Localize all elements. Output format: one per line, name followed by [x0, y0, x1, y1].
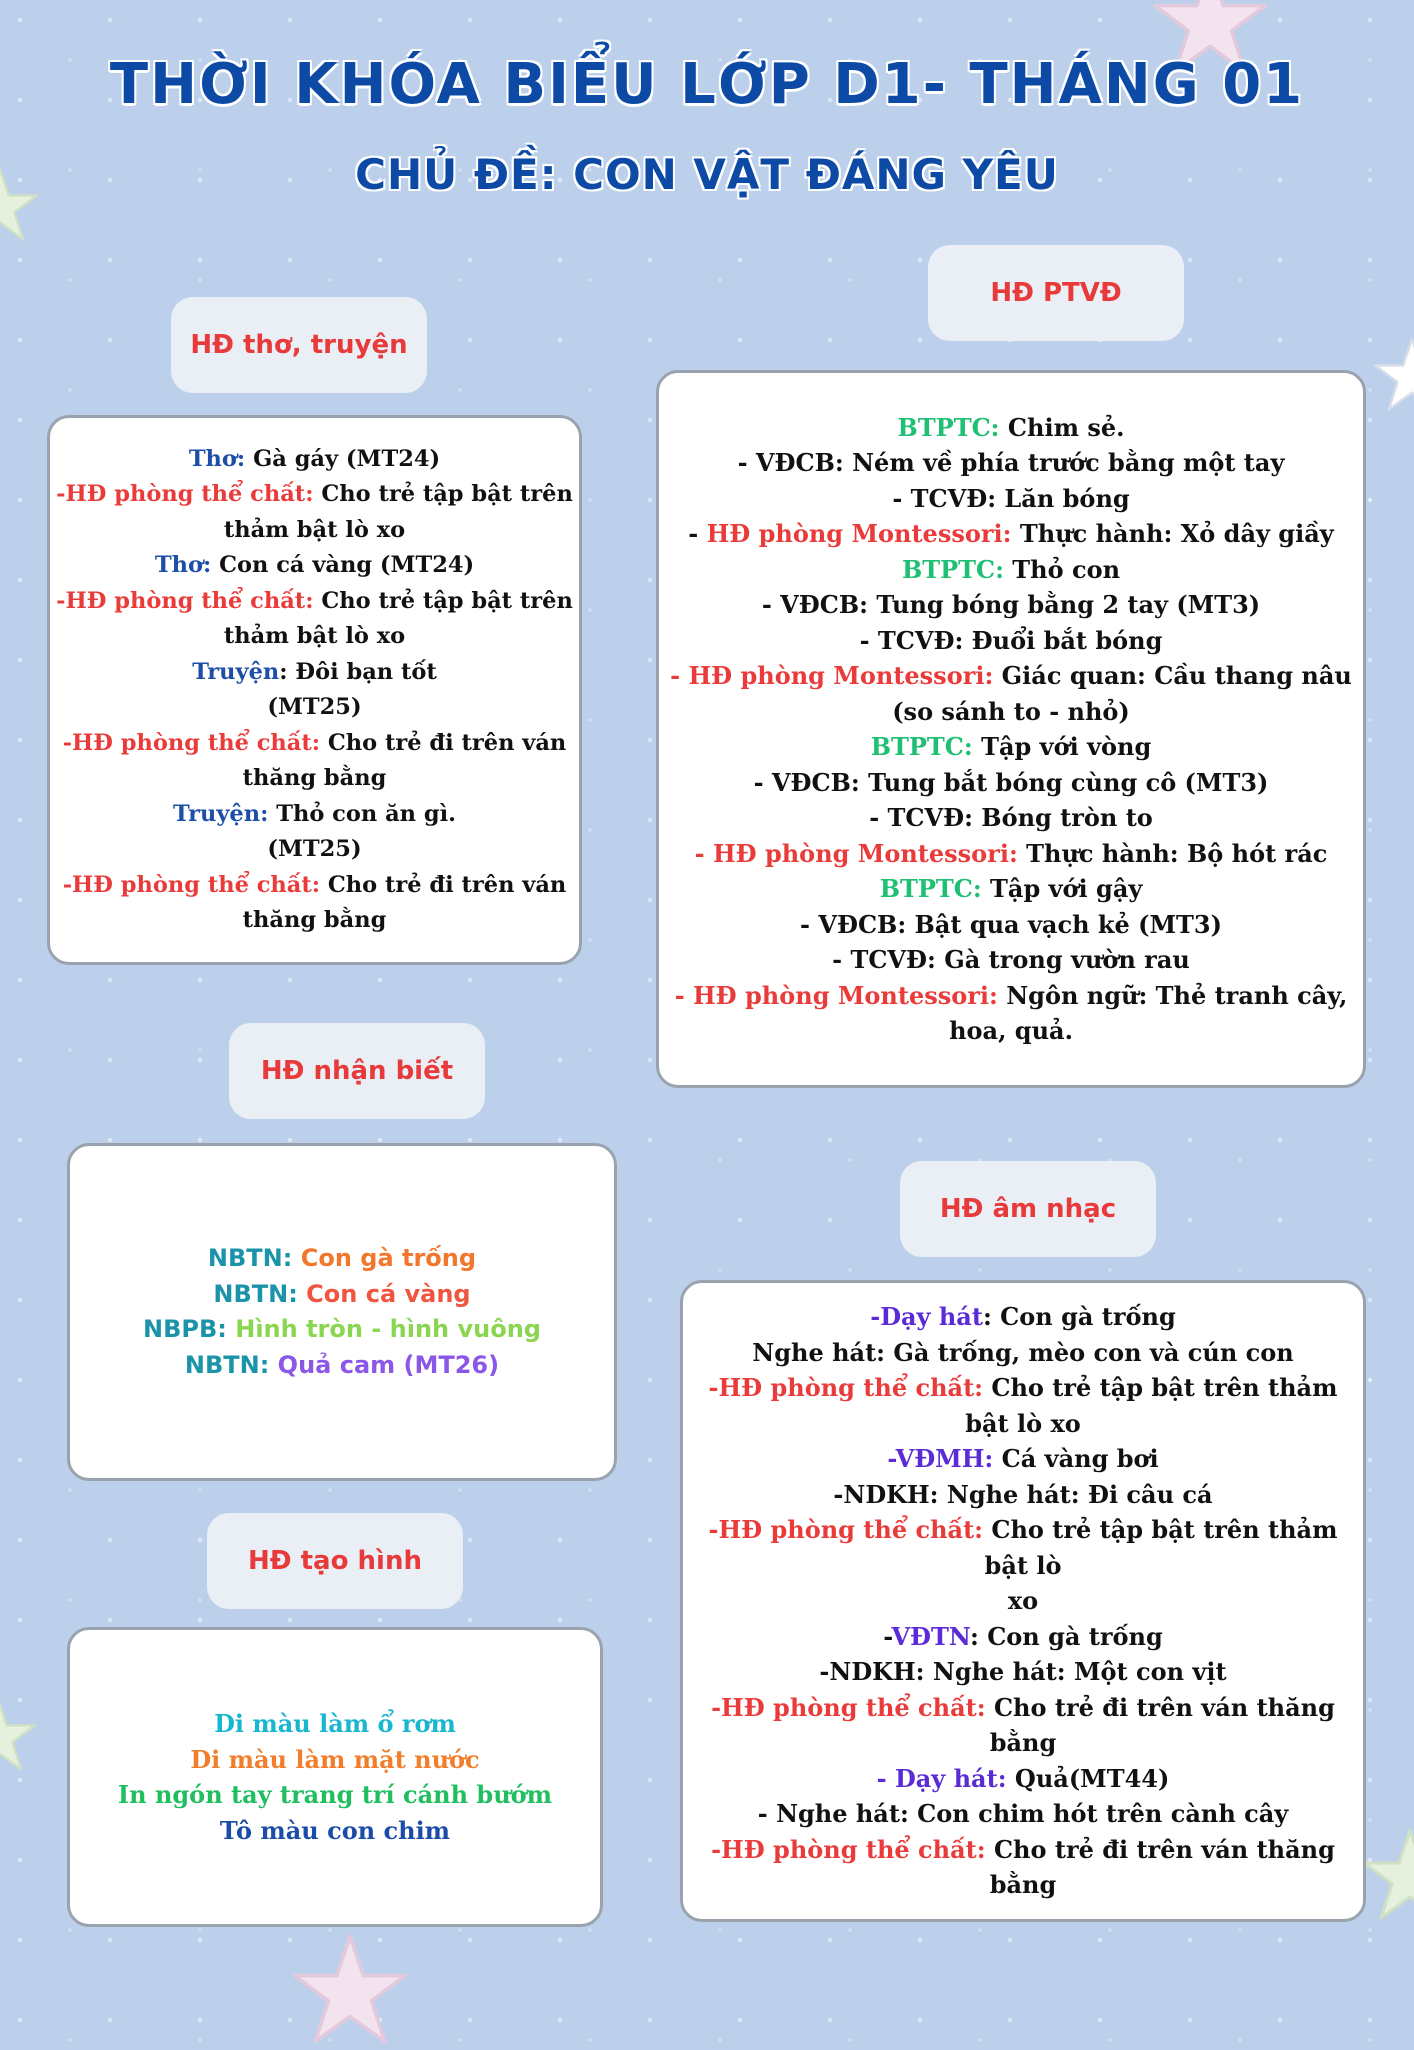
line-text: Cho trẻ tập bật trên thảm bật lò — [983, 1515, 1338, 1580]
activity-line — [659, 481, 1363, 517]
nhan-biet-item — [70, 1312, 614, 1348]
line-text: - VĐCB: Ném về phía trước bằng một tay — [737, 448, 1285, 477]
activity-line — [659, 587, 1363, 623]
activity-line — [659, 942, 1363, 978]
line-label: -HĐ phòng thể chất: — [56, 587, 314, 614]
activity-line — [683, 1406, 1363, 1442]
line-text: Cá vàng bơi — [993, 1444, 1159, 1474]
activity-line — [683, 1761, 1363, 1797]
activity-line — [50, 442, 579, 478]
line-text: (MT25) — [267, 836, 362, 862]
nhan-biet-item — [70, 1277, 614, 1313]
line-label: -VĐMH: — [887, 1444, 994, 1474]
activity-line — [50, 513, 579, 549]
activity-line — [683, 1512, 1363, 1583]
line-label: Thơ: — [154, 552, 212, 578]
line-label: -HĐ phòng thể chất: — [708, 1515, 984, 1545]
activity-line — [50, 797, 579, 833]
line-text: Cho trẻ đi trên ván — [320, 729, 567, 756]
line-text: Thực hành: Bộ hót rác — [1017, 838, 1328, 868]
line-text: Chim sẻ. — [999, 412, 1125, 442]
ptvd-card — [656, 370, 1366, 1088]
line-text: : Đôi bạn tốt — [279, 658, 437, 685]
item-code: NBTN: — [213, 1279, 298, 1308]
line-text: Cho trẻ tập bật trên — [313, 587, 573, 614]
activity-line — [50, 584, 579, 620]
tao-hinh-item: In ngón tay trang trí cánh bướm — [117, 1780, 553, 1809]
line-text: thăng bằng — [242, 907, 387, 933]
line-label: - Dạy hát: — [876, 1763, 1007, 1793]
item-code: NBPB: — [143, 1315, 227, 1343]
activity-line — [659, 907, 1363, 943]
tao-hinh-card — [67, 1627, 603, 1927]
line-text: (so sánh to - nhỏ) — [892, 696, 1130, 726]
tho-truyen-tag: HĐ thơ, truyện — [171, 297, 427, 393]
activity-line — [683, 1477, 1363, 1513]
activity-line — [50, 903, 579, 939]
line-label: BTPTC: — [879, 874, 982, 903]
activity-line — [50, 690, 579, 726]
activity-line — [50, 619, 579, 655]
activity-line — [659, 623, 1363, 659]
nhan-biet-item — [70, 1348, 614, 1384]
line-text: - VĐCB: Tung bóng bằng 2 tay (MT3) — [761, 590, 1261, 619]
activity-line — [659, 765, 1363, 801]
activity-line — [683, 1583, 1363, 1619]
activity-line — [50, 548, 579, 584]
line-text: - TCVĐ: Gà trong vườn rau — [832, 945, 1190, 974]
activity-line — [50, 726, 579, 762]
line-text: - VĐCB: Bật qua vạch kẻ (MT3) — [800, 909, 1222, 939]
star-decoration-icon — [290, 1930, 410, 2050]
line-label: BTPTC: — [901, 554, 1004, 584]
line-text: Cho trẻ tập bật trên — [313, 481, 573, 507]
line-text: - TCVĐ: Bóng tròn to — [869, 803, 1153, 832]
nhan-biet-card — [67, 1143, 617, 1481]
line-prefix: - — [688, 519, 707, 548]
activity-line — [659, 978, 1363, 1014]
line-text: Ngôn ngữ: Thẻ tranh cây, — [997, 980, 1348, 1010]
tao-hinh-tag: HĐ tạo hình — [207, 1513, 463, 1609]
line-text: Con cá vàng (MT24) — [211, 552, 475, 578]
line-text: hoa, quả. — [949, 1016, 1073, 1045]
item-text: Hình tròn - hình vuông — [226, 1315, 541, 1343]
activity-line — [683, 1690, 1363, 1761]
activity-line — [659, 552, 1363, 588]
tho-truyen-card — [47, 415, 582, 965]
line-text: -NDKH: Nghe hát: Một con vịt — [819, 1657, 1227, 1687]
star-decoration-icon — [1360, 1820, 1414, 1930]
star-decoration-icon — [0, 1690, 38, 1780]
line-label: - HĐ phòng Montessori: — [670, 661, 994, 690]
line-text: Thỏ con — [1003, 554, 1121, 584]
line-label: - HĐ phòng Montessori: — [674, 980, 998, 1010]
tao-hinh-item: Di màu làm mặt nước — [190, 1744, 480, 1774]
nhan-biet-tag: HĐ nhận biết — [229, 1023, 485, 1119]
am-nhac-card — [680, 1280, 1366, 1922]
item-text: Con cá vàng — [297, 1279, 471, 1308]
line-label: Truyện — [192, 658, 280, 685]
line-text: Cho trẻ đi trên ván — [320, 871, 567, 898]
activity-line — [659, 445, 1363, 481]
line-text: - TCVĐ: Lăn bóng — [892, 483, 1130, 513]
activity-line — [683, 1619, 1363, 1655]
line-text: Thỏ con ăn gì. — [268, 800, 456, 827]
activity-line — [659, 729, 1363, 765]
page-subtitle: CHỦ ĐỀ: CON VẬT ĐÁNG YÊU — [355, 150, 1059, 199]
activity-line — [683, 1299, 1363, 1335]
tao-hinh-item: Di màu làm ổ rơm — [214, 1709, 456, 1738]
line-label: -HĐ phòng thể chất: — [56, 481, 314, 507]
activity-line — [659, 836, 1363, 872]
activity-line — [683, 1441, 1363, 1477]
line-label: HĐ phòng Montessori: — [706, 519, 1012, 548]
activity-line — [683, 1370, 1363, 1406]
line-text: (MT25) — [267, 694, 362, 720]
line-label: -HĐ phòng thể chất: — [708, 1373, 984, 1403]
activity-line — [659, 800, 1363, 836]
line-text: : Con gà trống — [969, 1621, 1163, 1651]
line-label: Truyện: — [173, 800, 269, 827]
line-text: xo — [1007, 1586, 1039, 1616]
activity-line — [683, 1796, 1363, 1832]
item-code: NBTN: — [184, 1350, 270, 1379]
star-decoration-icon — [1372, 330, 1414, 420]
line-label: Thơ: — [188, 445, 246, 472]
line-label: VĐTN — [891, 1621, 970, 1651]
line-text: Giác quan: Cầu thang nâu — [993, 661, 1352, 690]
line-text: Cho trẻ tập bật trên thảm — [983, 1373, 1338, 1403]
line-text: Tập với vòng — [972, 732, 1152, 761]
activity-line — [659, 871, 1363, 907]
nhan-biet-item — [70, 1241, 614, 1277]
line-text: Nghe hát: Gà trống, mèo con và cún con — [752, 1337, 1294, 1367]
item-text: Quả cam (MT26) — [269, 1350, 500, 1379]
line-text: Cho trẻ đi trên ván thăng bằng — [985, 1692, 1335, 1758]
line-text: Tập với gậy — [981, 874, 1143, 903]
line-text: -NDKH: Nghe hát: Đi câu cá — [833, 1479, 1213, 1509]
am-nhac-tag: HĐ âm nhạc — [900, 1161, 1156, 1257]
activity-line — [659, 694, 1363, 730]
line-label: -Dạy hát — [870, 1302, 983, 1332]
activity-line — [50, 868, 579, 904]
item-text: Con gà trống — [292, 1244, 477, 1272]
line-text: Quả(MT44) — [1006, 1763, 1170, 1793]
ptvd-tag: HĐ PTVĐ — [928, 245, 1184, 341]
line-text: thảm bật lò xo — [223, 623, 406, 649]
line-label: BTPTC: — [897, 412, 1000, 442]
line-label: BTPTC: — [870, 732, 973, 761]
activity-line — [50, 655, 579, 691]
line-text: - Nghe hát: Con chim hót trên cành cây — [757, 1799, 1289, 1829]
activity-line — [50, 832, 579, 868]
activity-line — [659, 1013, 1363, 1049]
activity-line — [659, 516, 1363, 552]
line-text: : Con gà trống — [982, 1302, 1176, 1332]
line-label: -HĐ phòng thể chất: — [62, 871, 321, 898]
activity-line — [683, 1335, 1363, 1371]
activity-line — [659, 658, 1363, 694]
line-label: -HĐ phòng thể chất: — [711, 1692, 986, 1722]
line-text: thảm bật lò xo — [223, 516, 406, 543]
line-text: - TCVĐ: Đuổi bắt bóng — [859, 625, 1163, 655]
activity-line — [659, 410, 1363, 446]
line-text: Gà gáy (MT24) — [245, 445, 441, 472]
activity-line — [683, 1832, 1363, 1903]
line-text: thăng bằng — [242, 765, 387, 791]
line-prefix: - — [883, 1621, 892, 1651]
activity-line — [683, 1654, 1363, 1690]
item-code: NBTN: — [207, 1244, 293, 1272]
line-text: - VĐCB: Tung bắt bóng cùng cô (MT3) — [753, 767, 1269, 797]
line-text: Cho trẻ đi trên ván thăng bằng — [985, 1834, 1335, 1900]
page-title: THỜI KHÓA BIỂU LỚP D1- THÁNG 01 — [109, 52, 1305, 117]
tao-hinh-item: Tô màu con chim — [219, 1815, 451, 1845]
line-text: bật lò xo — [965, 1408, 1081, 1438]
line-text: Thực hành: Xỏ dây giầy — [1011, 519, 1334, 548]
activity-line — [50, 477, 579, 513]
line-label: -HĐ phòng thể chất: — [711, 1834, 986, 1864]
activity-line — [50, 761, 579, 797]
line-label: - HĐ phòng Montessori: — [694, 838, 1018, 868]
line-label: -HĐ phòng thể chất: — [62, 729, 321, 756]
